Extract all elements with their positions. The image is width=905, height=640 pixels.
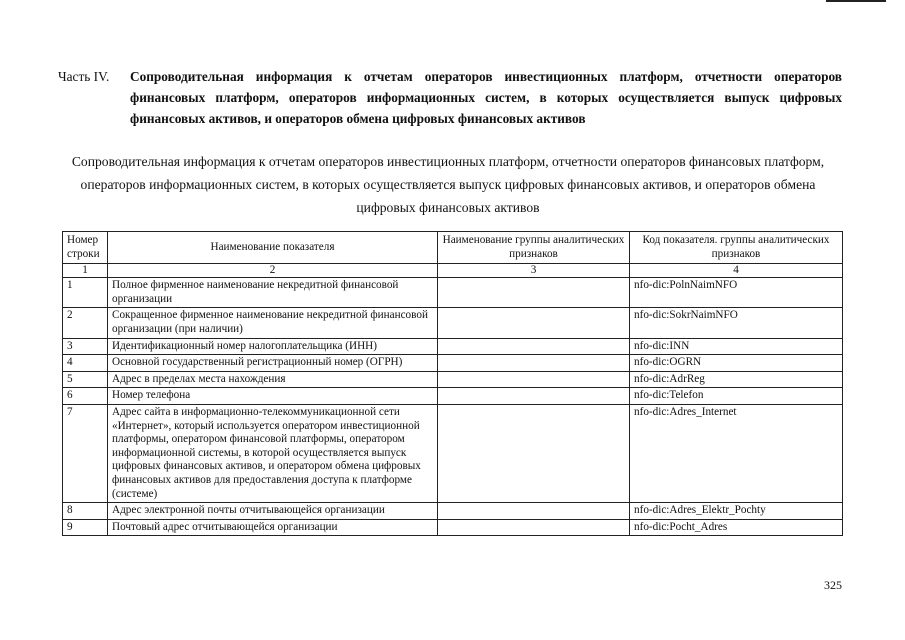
indicator-name: Номер телефона bbox=[108, 388, 438, 405]
table-row bbox=[63, 519, 843, 536]
header-row-number: Номер строки bbox=[63, 232, 108, 264]
indicator-code: nfo-dic:Pocht_Adres bbox=[630, 519, 843, 536]
row-number: 9 bbox=[63, 519, 108, 536]
indicator-table bbox=[62, 231, 843, 536]
indicator-name: Адрес электронной почты отчитывающейся организации bbox=[108, 503, 438, 520]
table-row bbox=[63, 338, 843, 355]
indicator-code: nfo-dic:INN bbox=[630, 338, 843, 355]
group-name bbox=[438, 503, 630, 520]
indicator-code: nfo-dic:Adres_Elektr_Pochty bbox=[630, 503, 843, 520]
table-row bbox=[63, 308, 843, 338]
group-name bbox=[438, 388, 630, 405]
group-name bbox=[438, 355, 630, 372]
indicator-code: nfo-dic:Adres_Internet bbox=[630, 404, 843, 502]
column-numbers-row bbox=[63, 264, 843, 278]
indicator-code: nfo-dic:AdrReg bbox=[630, 371, 843, 388]
indicator-name: Полное фирменное наименование некредитной финансовой организации bbox=[108, 278, 438, 308]
part-title: Сопроводительная информация к отчетам операторов инвестиционных платформ, отчетности операторов финансовых платформ, операторов информационных систем, в которых осуществляется выпуск цифровых финансовых активов, и операторов обмена цифровых финансовых активов bbox=[130, 69, 842, 126]
row-number: 8 bbox=[63, 503, 108, 520]
indicator-name: Основной государственный регистрационный номер (ОГРН) bbox=[108, 355, 438, 372]
indicator-code: nfo-dic:PolnNaimNFO bbox=[630, 278, 843, 308]
group-name bbox=[438, 338, 630, 355]
section-subtitle: Сопроводительная информация к отчетам операторов инвестиционных платформ, отчетности операторов финансовых платформ, операторов информационных систем, в которых осуществляется выпуск цифровых финансовых активов, и операторов обмена цифровых финансовых активов bbox=[71, 154, 825, 215]
indicator-name: Почтовый адрес отчитывающейся организации bbox=[108, 519, 438, 536]
table-row bbox=[63, 404, 843, 502]
table-row bbox=[63, 503, 843, 520]
column-number: 2 bbox=[108, 264, 438, 278]
table-header-row bbox=[63, 232, 843, 264]
row-number: 3 bbox=[63, 338, 108, 355]
table-row bbox=[63, 388, 843, 405]
indicator-name: Идентификационный номер налогоплательщика (ИНН) bbox=[108, 338, 438, 355]
row-number: 5 bbox=[63, 371, 108, 388]
row-number: 2 bbox=[63, 308, 108, 338]
group-name bbox=[438, 404, 630, 502]
top-rule bbox=[826, 0, 886, 2]
indicator-name: Адрес сайта в информационно-телекоммуникационной сети «Интернет», который используется оператором инвестиционной платформы, оператором финансовой платформы, оператором информационной системы, в которой осуществляется выпуск цифровых финансовых активов, и оператором обмена цифровых финансовых активов для предоставления доступа к платформе (системе) bbox=[108, 404, 438, 502]
column-number: 4 bbox=[630, 264, 843, 278]
indicator-code: nfo-dic:SokrNaimNFO bbox=[630, 308, 843, 338]
indicator-code: nfo-dic:Telefon bbox=[630, 388, 843, 405]
group-name bbox=[438, 371, 630, 388]
indicator-name: Сокращенное фирменное наименование некредитной финансовой организации (при наличии) bbox=[108, 308, 438, 338]
group-name bbox=[438, 308, 630, 338]
group-name bbox=[438, 278, 630, 308]
column-number: 1 bbox=[63, 264, 108, 278]
table-row bbox=[63, 371, 843, 388]
indicator-code: nfo-dic:OGRN bbox=[630, 355, 843, 372]
indicator-name: Адрес в пределах места нахождения bbox=[108, 371, 438, 388]
row-number: 6 bbox=[63, 388, 108, 405]
table-row bbox=[63, 278, 843, 308]
part-label: Часть IV. bbox=[58, 69, 110, 84]
header-indicator-name: Наименование показателя bbox=[108, 232, 438, 264]
row-number: 4 bbox=[63, 355, 108, 372]
page-number: 325 bbox=[824, 578, 842, 592]
table-row bbox=[63, 355, 843, 372]
column-number: 3 bbox=[438, 264, 630, 278]
header-indicator-code: Код показателя. группы аналитических признаков bbox=[630, 232, 843, 264]
row-number: 1 bbox=[63, 278, 108, 308]
header-group-name: Наименование группы аналитических признаков bbox=[438, 232, 630, 264]
group-name bbox=[438, 519, 630, 536]
row-number: 7 bbox=[63, 404, 108, 502]
